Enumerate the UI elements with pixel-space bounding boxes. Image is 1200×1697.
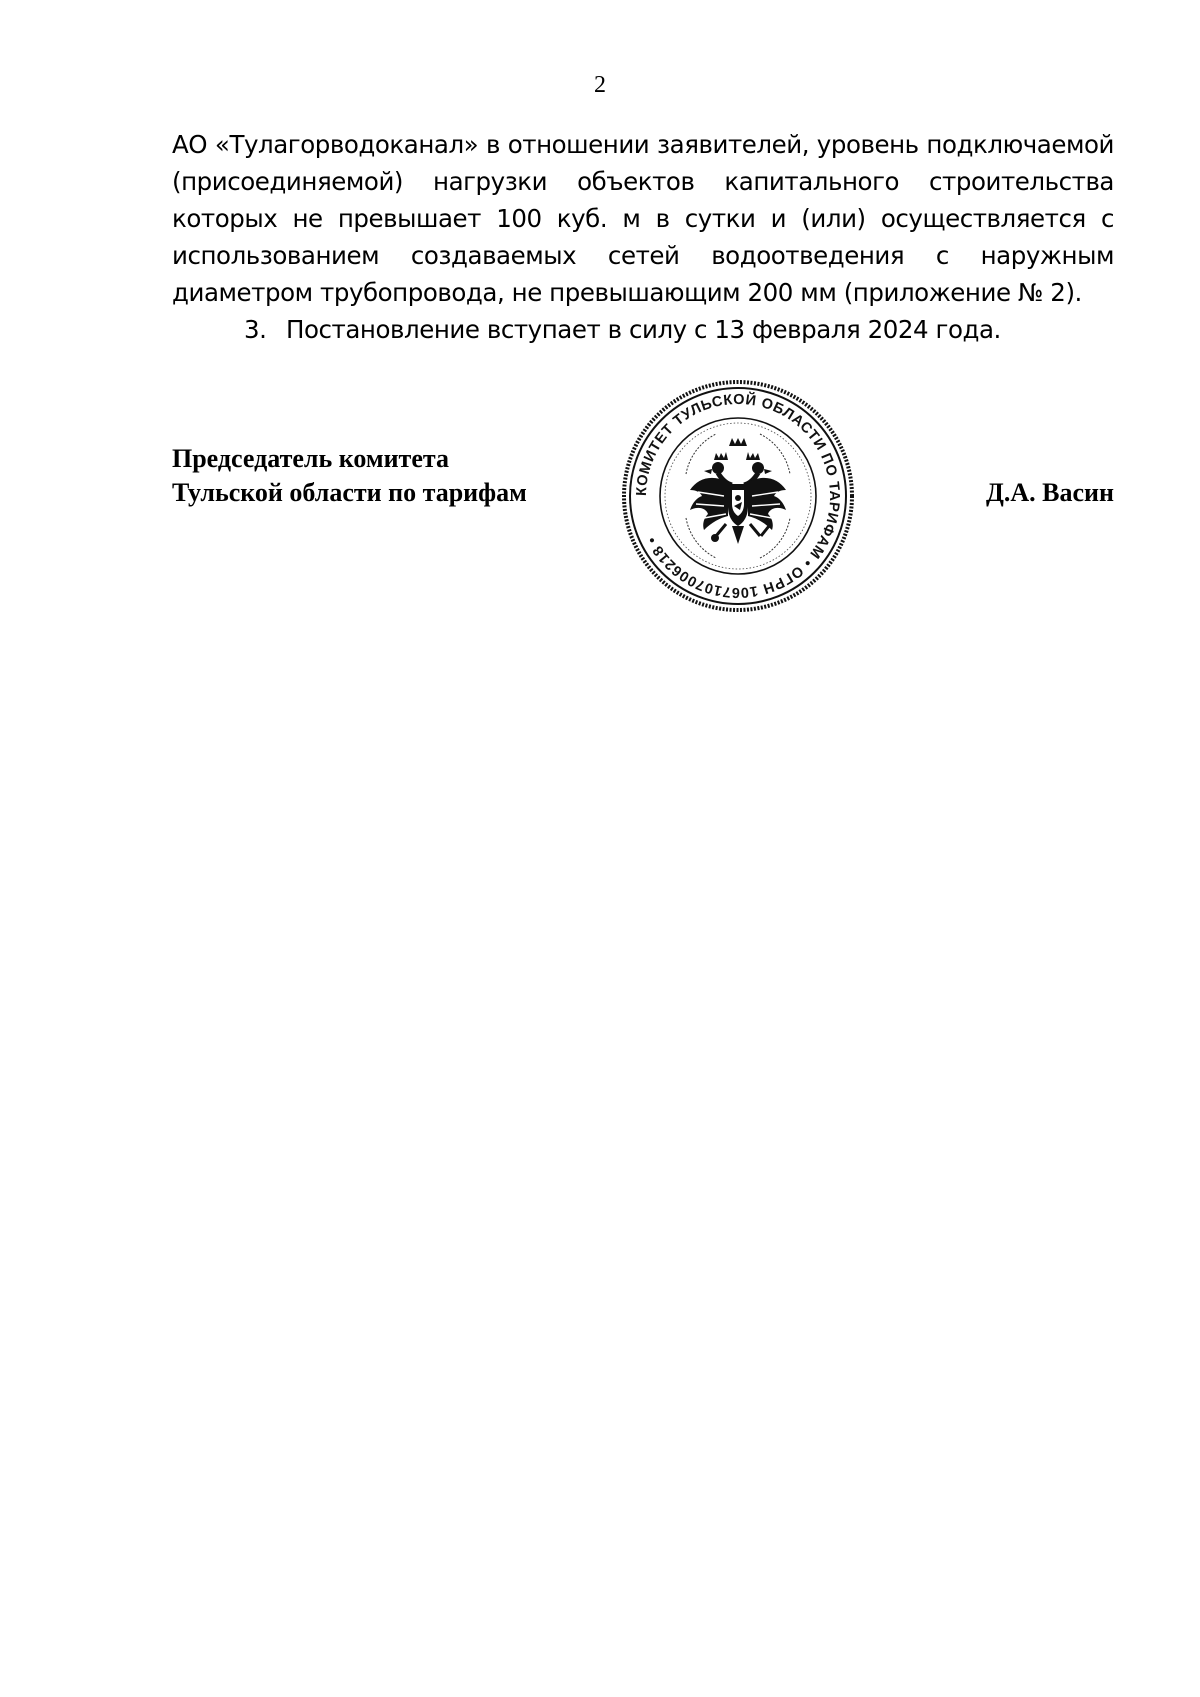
page-number: 2 <box>594 72 606 98</box>
seal-graphic <box>620 378 856 614</box>
list-item-text: Постановление вступает в силу с 13 февраля 2024 года. <box>286 315 1001 344</box>
document-body <box>172 126 1114 348</box>
continuation-paragraph: АО «Тулагорводоканал» в отношении заявителей, уровень подключаемой (присоединяемой) нагрузки объектов капитального строительства которых не превышает 100 куб. м в сутки и (или) осуществляется с использованием создаваемых сетей водоотведения с наружным диаметром трубопровода, не превышающим 200 мм (приложение № 2). <box>172 130 1114 307</box>
signature-position-line2: Тульской области по тарифам <box>172 478 527 507</box>
signature-position-line1: Председатель комитета <box>172 444 449 473</box>
official-seal <box>620 378 856 614</box>
signatory-name: Д.А. Васин <box>985 478 1114 507</box>
list-item-3 <box>172 311 1114 348</box>
signature-position <box>172 442 527 510</box>
double-headed-eagle-emblem <box>690 438 786 544</box>
list-item-number: 3. <box>244 315 267 344</box>
seal-ring-text-path: КОМИТЕТ ТУЛЬСКОЙ ОБЛАСТИ ПО ТАРИФАМ • ОГРН 1067107006218 • <box>633 391 843 601</box>
